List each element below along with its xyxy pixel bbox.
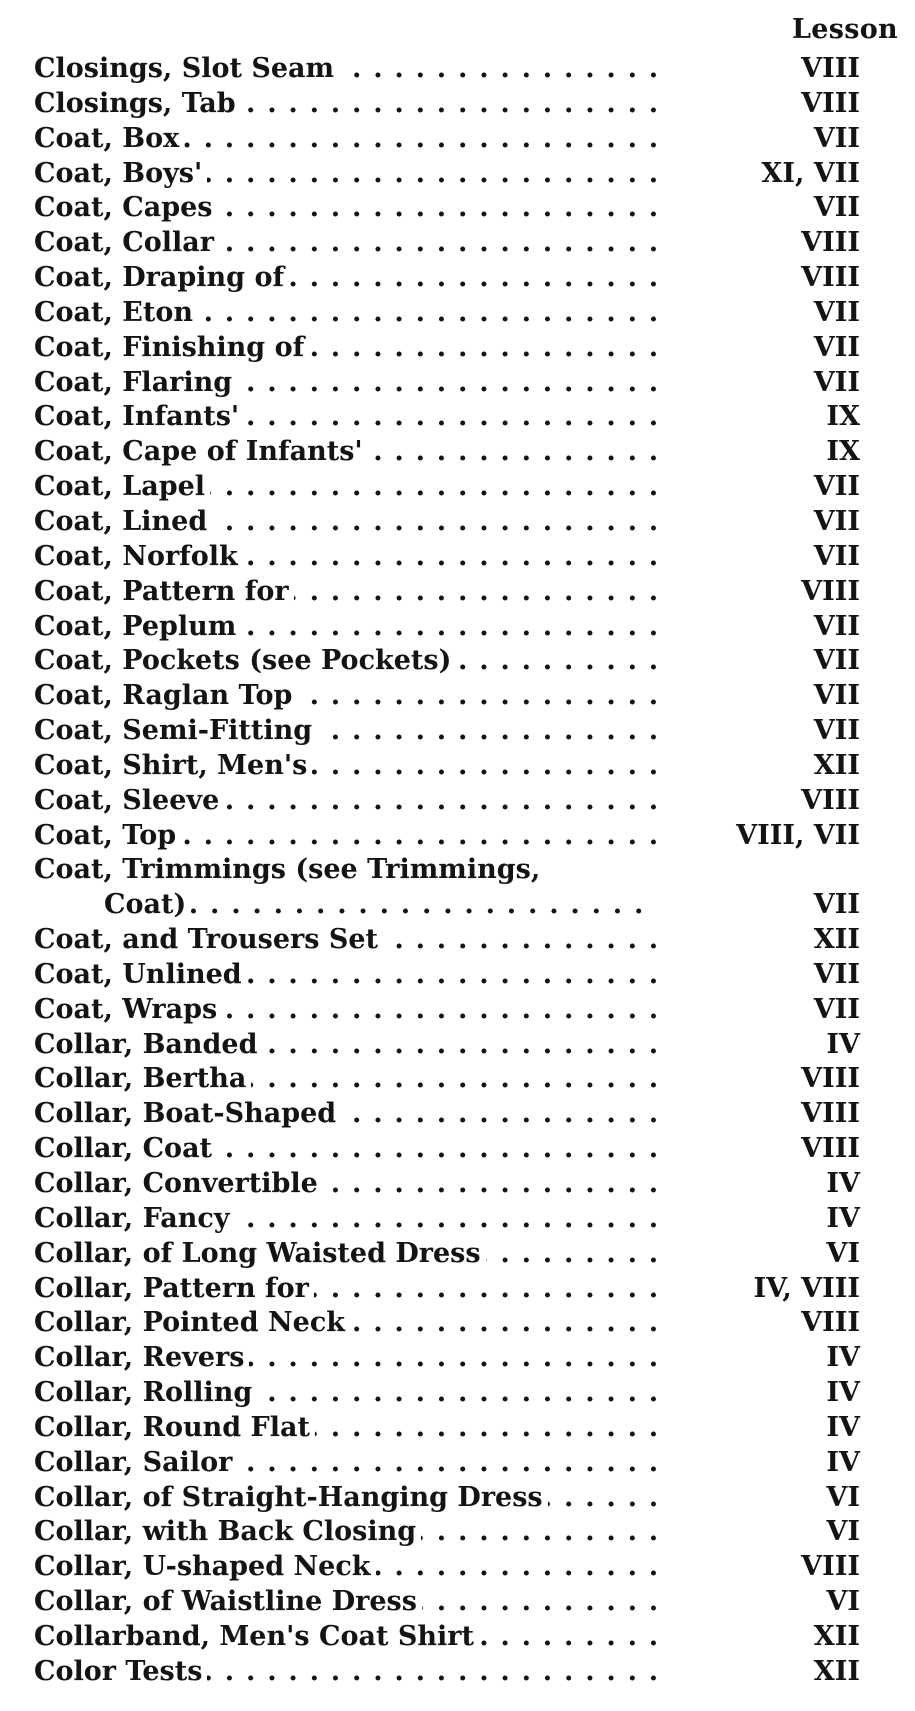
index-entry-leader xyxy=(34,53,656,85)
index-entry-lesson: VII xyxy=(813,715,860,747)
index-entry-text: Coat, Eton xyxy=(34,297,198,328)
index-entry-row xyxy=(0,51,915,86)
index-entry-text: Coat, Finishing of xyxy=(34,332,309,363)
index-entry-text: Coat, Sleeve xyxy=(34,785,224,816)
index-entry-leader xyxy=(34,367,656,399)
index-entry-leader xyxy=(34,785,656,817)
index-entry-row xyxy=(0,225,915,260)
index-entry-lesson: IX xyxy=(826,401,860,433)
index-entry-lesson: VII xyxy=(813,122,860,154)
index-entry-text: Coat, Pattern for xyxy=(34,576,294,607)
index-entry-lesson: VIII xyxy=(801,784,860,816)
index-entry-leader xyxy=(34,1238,656,1270)
index-entry-row xyxy=(0,1410,915,1445)
index-entry-text: Coat, Boys' xyxy=(34,158,207,189)
index-entry-leader xyxy=(34,262,656,294)
index-entry-row xyxy=(0,1445,915,1480)
index-entry-leader xyxy=(34,192,656,224)
index-entry-row xyxy=(0,818,915,853)
index-entry-text: Closings, Tab xyxy=(34,88,241,119)
index-entry-row xyxy=(0,86,915,121)
index-entry-row xyxy=(0,1027,915,1062)
index-entry-leader xyxy=(34,436,656,468)
index-entry-lesson: IV xyxy=(826,1446,860,1478)
index-entry-row xyxy=(0,330,915,365)
index-entry-leader xyxy=(34,297,656,329)
index-entry-text: Collar, Pointed Neck xyxy=(34,1307,350,1338)
index-entry-lesson: VII xyxy=(813,993,860,1025)
index-entry-text: Coat, Wraps xyxy=(34,994,222,1025)
index-entry-text: Collar, Sailor xyxy=(34,1447,237,1478)
index-entry-row xyxy=(0,1061,915,1096)
index-entry-leader xyxy=(34,1447,656,1479)
index-entry-leader xyxy=(34,854,656,886)
index-entry-lesson: VIII xyxy=(801,87,860,119)
index-entry-text: Collar, with Back Closing xyxy=(34,1516,421,1547)
index-entry-leader xyxy=(34,1551,656,1583)
index-entry-leader xyxy=(34,1621,656,1653)
index-entry-lesson: XII xyxy=(813,749,860,781)
index-entry-lesson: XI, VII xyxy=(761,157,860,189)
index-entry-text: Coat, Shirt, Men's xyxy=(34,750,312,781)
index-entry-row xyxy=(0,1375,915,1410)
index-entry-text: Coat, Semi-Fitting xyxy=(34,715,317,746)
index-entry-row xyxy=(0,922,915,957)
index-entry-row xyxy=(0,1236,915,1271)
index-entry-lesson: VII xyxy=(813,958,860,990)
index-entry-leader xyxy=(34,227,656,259)
index-entry-text: Coat, Box xyxy=(34,123,184,154)
index-entry-row xyxy=(0,539,915,574)
index-entry-row xyxy=(0,1480,915,1515)
index-entry-row xyxy=(0,1340,915,1375)
index-entry-leader xyxy=(34,994,656,1026)
index-entry-leader xyxy=(34,1133,656,1165)
index-entry-leader xyxy=(34,541,656,573)
index-entry-leader xyxy=(104,889,656,921)
index-entry-row xyxy=(0,504,915,539)
index-entry-leader xyxy=(34,88,656,120)
index-entry-leader xyxy=(34,1342,656,1374)
index-entry-text: Collar, Pattern for xyxy=(34,1273,314,1304)
index-entry-text: Collar, U-shaped Neck xyxy=(34,1551,376,1582)
index-entry-lesson: VIII xyxy=(801,1063,860,1095)
index-entry-leader xyxy=(34,123,656,155)
index-entry-lesson: VIII xyxy=(801,262,860,294)
index-entry-leader xyxy=(34,1412,656,1444)
index-entry-text: Coat, Draping of xyxy=(34,262,289,293)
index-entry-leader xyxy=(34,576,656,608)
index-entry-text: Collar, Convertible xyxy=(34,1168,323,1199)
index-entry-text: Coat, Lapel xyxy=(34,471,210,502)
index-entry-lesson: VII xyxy=(813,192,860,224)
index-entry-text: Collar, Round Flat xyxy=(34,1412,315,1443)
index-entry-row xyxy=(0,1271,915,1306)
index-entry-row xyxy=(0,1131,915,1166)
index-entry-lesson: VIII xyxy=(801,1098,860,1130)
index-entry-row xyxy=(0,957,915,992)
index-entry-text: Coat, Raglan Top xyxy=(34,680,297,711)
index-entry-text: Coat, Lined xyxy=(34,506,212,537)
index-entry-text: Collar, Boat-Shaped xyxy=(34,1098,341,1129)
index-entry-text: Collarband, Men's Coat Shirt xyxy=(34,1621,479,1652)
index-entry-row xyxy=(0,678,915,713)
index-entry-leader xyxy=(34,332,656,364)
index-entry-lesson: VII xyxy=(813,540,860,572)
index-entry-lesson: VII xyxy=(813,610,860,642)
index-entry-row xyxy=(0,748,915,783)
index-entry-row xyxy=(0,469,915,504)
index-entry-row xyxy=(0,887,915,922)
index-entry-row xyxy=(0,643,915,678)
index-entry-leader xyxy=(34,715,656,747)
index-entry-lesson: IV xyxy=(826,1202,860,1234)
index-entry-row xyxy=(0,1201,915,1236)
index-entry-text: Coat, Flaring xyxy=(34,367,237,398)
index-entry-lesson: VII xyxy=(813,889,860,921)
index-entry-row xyxy=(0,295,915,330)
index-entry-lesson: XII xyxy=(813,1620,860,1652)
index-entry-text: Closings, Slot Seam xyxy=(34,53,339,84)
index-entry-text: Coat, Peplum xyxy=(34,611,241,642)
index-entry-leader xyxy=(34,401,656,433)
index-entry-text: Collar, of Long Waisted Dress xyxy=(34,1238,486,1269)
index-entry-text: Coat, and Trousers Set xyxy=(34,924,383,955)
index-entry-leader xyxy=(34,1063,656,1095)
index-entry-lesson: XII xyxy=(813,1655,860,1687)
index-entry-leader xyxy=(34,1516,656,1548)
index-entry-lesson: VII xyxy=(813,645,860,677)
index-entry-leader xyxy=(34,158,656,190)
index-entry-text: Collar, of Straight-Hanging Dress xyxy=(34,1482,548,1513)
index-entry-leader xyxy=(34,680,656,712)
index-entry-leader xyxy=(34,1377,656,1409)
index-entry-row xyxy=(0,783,915,818)
index-entry-leader xyxy=(34,611,656,643)
index-entry-leader xyxy=(34,1586,656,1618)
index-entry-leader xyxy=(34,645,656,677)
index-entry-text: Collar, Fancy xyxy=(34,1203,235,1234)
index-list xyxy=(0,51,915,1689)
index-entry-row xyxy=(0,399,915,434)
index-entry-row xyxy=(0,713,915,748)
index-entry-row xyxy=(0,156,915,191)
index-entry-lesson: VII xyxy=(813,680,860,712)
index-entry-leader xyxy=(34,1307,656,1339)
index-entry-lesson: IV xyxy=(826,1377,860,1409)
index-entry-text: Collar, Banded xyxy=(34,1029,262,1060)
index-entry-lesson: VIII xyxy=(801,53,860,84)
index-entry-text: Coat, Unlined xyxy=(34,959,247,990)
index-entry-lesson: IV, VIII xyxy=(753,1272,860,1304)
index-entry-lesson: VI xyxy=(826,1516,860,1548)
index-entry-lesson: VIII, VII xyxy=(736,819,860,851)
lesson-column-header: Lesson xyxy=(791,14,898,45)
index-entry-row xyxy=(0,609,915,644)
index-entry-row xyxy=(0,1619,915,1654)
index-entry-leader xyxy=(34,924,656,956)
index-entry-row xyxy=(0,434,915,469)
index-entry-lesson: VIII xyxy=(801,1133,860,1165)
index-entry-lesson: IV xyxy=(826,1168,860,1199)
index-entry-leader xyxy=(34,1098,656,1130)
index-entry-row xyxy=(0,121,915,156)
index-entry-row xyxy=(0,1096,915,1131)
index-entry-leader xyxy=(34,820,656,852)
index-entry-lesson: IV xyxy=(826,1028,860,1060)
index-entry-text: Coat, Top xyxy=(34,820,181,851)
index-entry-text: Collar, Rolling xyxy=(34,1377,257,1408)
index-entry-leader xyxy=(34,959,656,991)
index-entry-text: Coat) xyxy=(104,889,191,920)
index-entry-lesson: VII xyxy=(813,471,860,503)
index-entry-row xyxy=(0,1654,915,1689)
index-entry-lesson: IV xyxy=(826,1342,860,1374)
index-entry-row xyxy=(0,852,915,887)
index-entry-lesson: XII xyxy=(813,924,860,956)
index-entry-leader xyxy=(34,1482,656,1514)
index-entry-row xyxy=(0,1514,915,1549)
index-entry-text: Color Tests xyxy=(34,1656,207,1687)
index-entry-lesson: VI xyxy=(826,1481,860,1513)
index-entry-text: Coat, Capes xyxy=(34,192,218,223)
index-entry-row xyxy=(0,365,915,400)
index-entry-lesson: VIII xyxy=(801,1551,860,1583)
index-entry-row xyxy=(0,260,915,295)
index-entry-leader xyxy=(34,1029,656,1061)
index-entry-row xyxy=(0,1305,915,1340)
index-entry-text: Coat, Infants' xyxy=(34,401,244,432)
index-entry-leader xyxy=(34,1203,656,1235)
index-entry-leader xyxy=(34,1168,656,1200)
index-entry-lesson: VII xyxy=(813,331,860,363)
index-entry-lesson: VIII xyxy=(801,227,860,259)
index-entry-leader xyxy=(34,471,656,503)
index-entry-lesson: IX xyxy=(826,436,860,468)
index-entry-lesson: VI xyxy=(826,1586,860,1618)
index-entry-leader xyxy=(34,1656,656,1688)
index-entry-leader xyxy=(34,506,656,538)
index-entry-text: Coat, Cape of Infants' xyxy=(34,436,368,467)
index-entry-text: Coat, Trimmings (see Trimmings, xyxy=(34,854,545,885)
index-entry-lesson: VI xyxy=(826,1237,860,1269)
index-entry-row xyxy=(0,1584,915,1619)
index-entry-text: Coat, Norfolk xyxy=(34,541,243,572)
index-entry-text: Coat, Collar xyxy=(34,227,219,258)
index-entry-lesson: VIII xyxy=(801,1307,860,1339)
index-entry-row xyxy=(0,574,915,609)
index-entry-text: Collar, Coat xyxy=(34,1133,217,1164)
index-entry-row xyxy=(0,190,915,225)
index-entry-row xyxy=(0,992,915,1027)
index-entry-text: Collar, Revers xyxy=(34,1342,249,1373)
index-entry-row xyxy=(0,1166,915,1201)
index-entry-lesson: VII xyxy=(813,296,860,328)
index-entry-text: Collar, Bertha xyxy=(34,1063,251,1094)
index-entry-lesson: VII xyxy=(813,505,860,537)
index-entry-lesson: VIII xyxy=(801,575,860,607)
index-entry-lesson: VII xyxy=(813,366,860,398)
index-entry-leader xyxy=(34,1273,656,1305)
index-entry-lesson: IV xyxy=(826,1411,860,1443)
index-entry-leader xyxy=(34,750,656,782)
index-entry-row xyxy=(0,1549,915,1584)
index-entry-text: Coat, Pockets (see Pockets) xyxy=(34,645,456,676)
index-entry-text: Collar, of Waistline Dress xyxy=(34,1586,422,1617)
